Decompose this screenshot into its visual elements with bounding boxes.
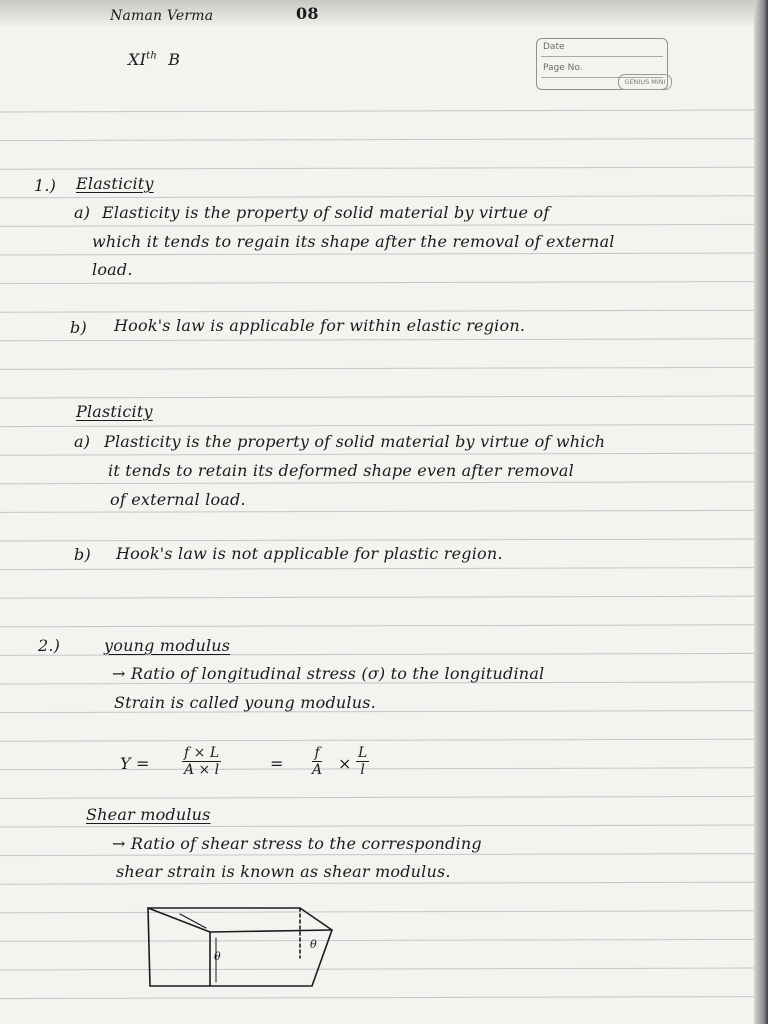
theta-label-1: θ bbox=[214, 950, 221, 963]
shear-deformation-diagram bbox=[140, 898, 340, 998]
young-modulus-line1: → Ratio of longitudinal stress (σ) to the longitudinal bbox=[112, 664, 545, 683]
ruled-line bbox=[0, 596, 754, 598]
plasticity-b-text: Hook's law is not applicable for plastic region. bbox=[116, 544, 503, 563]
ruled-line bbox=[0, 339, 754, 341]
ruled-line bbox=[0, 825, 754, 827]
ruled-line bbox=[0, 911, 754, 913]
ruled-line bbox=[0, 224, 754, 226]
ruled-line bbox=[0, 253, 754, 255]
fraction-3-denominator: l bbox=[360, 762, 365, 778]
elasticity-b-marker: b) bbox=[70, 318, 87, 337]
ruled-line bbox=[0, 939, 754, 941]
elasticity-heading: Elasticity bbox=[76, 174, 154, 193]
date-line bbox=[541, 56, 663, 57]
q2-number: 2.) bbox=[38, 636, 61, 655]
ruled-line bbox=[0, 539, 754, 541]
ruled-line bbox=[0, 510, 754, 512]
ruled-line bbox=[0, 882, 754, 884]
ruled-line bbox=[0, 196, 754, 198]
ruled-line bbox=[0, 796, 754, 798]
elasticity-a-line1: Elasticity is the property of solid material by virtue of bbox=[102, 203, 550, 222]
fraction-1-numerator: f × L bbox=[184, 745, 220, 761]
equation-times: × bbox=[338, 754, 352, 773]
ruled-line bbox=[0, 768, 754, 770]
top-back-edge bbox=[210, 930, 332, 932]
ruled-line bbox=[0, 854, 754, 856]
page-edge-shadow bbox=[754, 0, 768, 1024]
page-mark: 08 bbox=[296, 4, 319, 23]
ruled-line bbox=[0, 396, 754, 398]
ruled-line bbox=[0, 482, 754, 484]
plasticity-heading: Plasticity bbox=[76, 402, 153, 421]
ruled-line bbox=[0, 167, 754, 169]
plasticity-a-marker: a) bbox=[74, 432, 91, 451]
date-label: Date bbox=[543, 42, 565, 52]
ruled-line bbox=[0, 997, 754, 999]
shear-modulus-heading: Shear modulus bbox=[86, 805, 211, 824]
ruled-line bbox=[0, 367, 754, 369]
ruled-line bbox=[0, 139, 754, 141]
student-name: Naman Verma bbox=[110, 8, 214, 24]
ruled-line bbox=[0, 110, 754, 112]
elasticity-a-line2: which it tends to regain its shape after the removal of external bbox=[92, 232, 615, 251]
plasticity-a-line1: Plasticity is the property of solid material by virtue of which bbox=[104, 432, 606, 451]
block-outline bbox=[148, 908, 332, 986]
fraction-fL-over-Al bbox=[182, 745, 221, 778]
class-number: XI bbox=[128, 50, 147, 69]
ruled-line bbox=[0, 425, 754, 427]
equation-equals: = bbox=[270, 754, 284, 773]
ruled-line bbox=[0, 568, 754, 570]
elasticity-a-marker: a) bbox=[74, 203, 91, 222]
fraction-3-numerator: L bbox=[358, 745, 368, 761]
fraction-f-over-A bbox=[312, 745, 322, 778]
ruled-line bbox=[0, 739, 754, 741]
shear-modulus-line1: → Ratio of shear stress to the corresponding bbox=[112, 834, 482, 853]
theta-label-2: θ bbox=[310, 938, 317, 951]
class-label bbox=[128, 50, 180, 69]
ruled-line bbox=[0, 310, 754, 312]
fraction-2-denominator: A bbox=[312, 762, 323, 778]
page-no-label: Page No. bbox=[543, 63, 583, 73]
ruled-line bbox=[0, 282, 754, 284]
equation-lhs: Y = bbox=[120, 754, 150, 773]
q1-number: 1.) bbox=[34, 176, 57, 195]
fraction-L-over-l bbox=[356, 745, 369, 778]
young-modulus-heading: young modulus bbox=[104, 636, 231, 655]
plasticity-a-line2: it tends to retain its deformed shape even after removal bbox=[108, 461, 574, 480]
fraction-2-numerator: f bbox=[314, 745, 320, 761]
ruled-line bbox=[0, 453, 754, 455]
elasticity-b-text: Hook's law is applicable for within elastic region. bbox=[114, 316, 526, 335]
elasticity-a-line3: load. bbox=[92, 260, 133, 279]
fraction-1-denominator: A × l bbox=[183, 762, 220, 778]
ruled-line bbox=[0, 625, 754, 627]
class-superscript: th bbox=[146, 50, 157, 62]
plasticity-a-line3: of external load. bbox=[110, 490, 246, 509]
shear-modulus-line2: shear strain is known as shear modulus. bbox=[116, 862, 451, 881]
ruled-line bbox=[0, 968, 754, 970]
deformed-edge bbox=[148, 908, 210, 932]
notebook-brand: GENIUS MINI bbox=[618, 74, 672, 90]
young-modulus-line2: Strain is called young modulus. bbox=[114, 693, 376, 712]
plasticity-b-marker: b) bbox=[74, 545, 91, 564]
class-section: B bbox=[168, 50, 181, 69]
